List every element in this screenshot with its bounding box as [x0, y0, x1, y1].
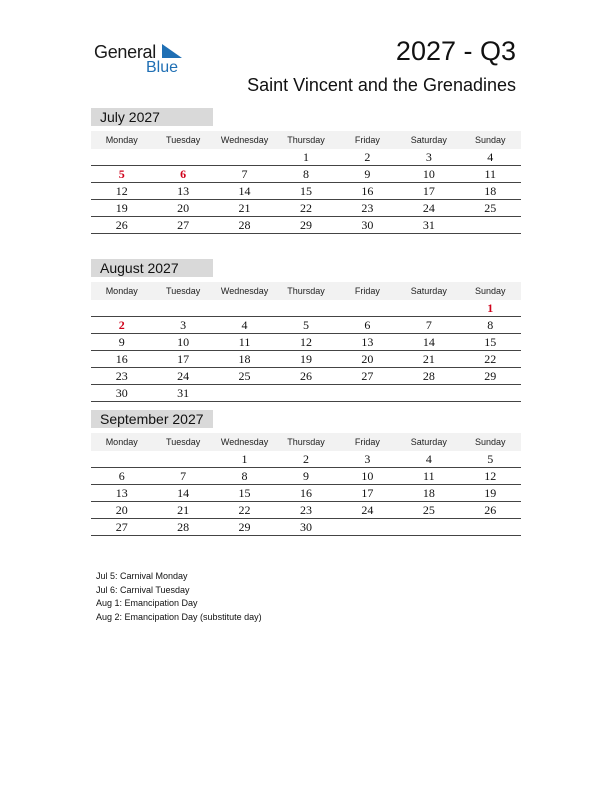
day-cell: 22 [299, 201, 312, 215]
weekday-label: Thursday [287, 437, 325, 447]
day-cell: 2 [118, 318, 125, 332]
day-cell: 8 [302, 167, 309, 181]
month-block [91, 259, 521, 402]
day-cell: 10 [177, 335, 190, 349]
holiday-note: Aug 1: Emancipation Day [96, 598, 198, 608]
day-cell: 11 [484, 167, 497, 181]
day-cell: 25 [238, 369, 251, 383]
day-cell: 30 [299, 520, 312, 534]
day-cell: 11 [423, 469, 435, 483]
week-row [91, 502, 521, 519]
weekday-label: Friday [354, 135, 380, 145]
empty-day-cell [91, 300, 152, 316]
weekday-label: Tuesday [166, 135, 201, 145]
day-cell: 22 [238, 503, 251, 517]
day-cell: 19 [115, 201, 128, 215]
day-cell: 13 [177, 184, 190, 198]
day-cell: 29 [299, 218, 312, 232]
day-cell: 15 [484, 335, 497, 349]
day-cell: 4 [241, 318, 248, 332]
empty-day-cell [337, 385, 398, 401]
day-cell: 10 [422, 167, 435, 181]
day-cell: 19 [299, 352, 312, 366]
empty-day-cell [152, 300, 213, 316]
week-row [91, 217, 521, 234]
empty-day-cell [91, 451, 152, 467]
empty-day-cell [275, 300, 336, 316]
week-row [91, 166, 521, 183]
day-cell: 18 [238, 352, 251, 366]
empty-day-cell [152, 451, 213, 467]
weekday-label: Friday [354, 437, 380, 447]
day-cell: 5 [487, 452, 494, 466]
empty-day-cell [337, 519, 398, 535]
week-row [91, 485, 521, 502]
empty-day-cell [214, 300, 275, 316]
day-cell: 18 [422, 486, 435, 500]
week-row [91, 334, 521, 351]
brand-name-blue: Blue [146, 59, 179, 76]
brand-logo [94, 40, 194, 80]
month-label: September 2027 [91, 410, 213, 428]
brand-name-general: General [94, 42, 156, 62]
empty-day-cell [398, 519, 459, 535]
month-block [91, 410, 521, 536]
day-cell: 2 [302, 452, 309, 466]
empty-day-cell [214, 149, 275, 165]
weekday-label: Sunday [474, 437, 506, 447]
week-row [91, 317, 521, 334]
week-row [91, 351, 521, 368]
day-cell: 9 [302, 469, 309, 483]
day-cell: 28 [238, 218, 251, 232]
day-cell: 1 [487, 301, 494, 315]
day-cell: 31 [177, 386, 190, 400]
weekday-header [91, 282, 521, 300]
holiday-note: Aug 2: Emancipation Day (substitute day) [96, 611, 262, 622]
weekday-header [91, 433, 521, 451]
day-cell: 26 [484, 503, 497, 517]
day-cell: 24 [361, 503, 374, 517]
day-cell: 27 [361, 369, 374, 383]
weekday-label: Wednesday [220, 437, 269, 447]
day-cell: 23 [361, 201, 374, 215]
day-cell: 15 [238, 486, 251, 500]
day-cell: 16 [115, 352, 128, 366]
day-cell: 8 [241, 469, 248, 483]
day-cell: 30 [115, 386, 128, 400]
day-cell: 12 [115, 184, 128, 198]
week-row [91, 149, 521, 166]
day-cell: 6 [180, 167, 187, 181]
day-cell: 20 [361, 352, 374, 366]
empty-day-cell [460, 385, 521, 401]
day-cell: 6 [364, 318, 371, 332]
empty-day-cell [460, 217, 521, 233]
empty-day-cell [460, 519, 521, 535]
day-cell: 25 [484, 201, 497, 215]
empty-day-cell [337, 300, 398, 316]
day-cell: 4 [425, 452, 432, 466]
empty-day-cell [398, 300, 459, 316]
day-cell: 7 [241, 167, 248, 181]
holiday-note: Jul 6: Carnival Tuesday [96, 584, 190, 595]
day-cell: 20 [115, 503, 128, 517]
day-cell: 10 [361, 469, 374, 483]
weekday-label: Wednesday [220, 286, 269, 296]
day-cell: 13 [115, 486, 128, 500]
day-cell: 4 [487, 150, 494, 164]
day-cell: 9 [364, 167, 371, 181]
weekday-label: Thursday [287, 135, 325, 145]
weekday-label: Saturday [410, 437, 447, 447]
day-cell: 27 [177, 218, 190, 232]
day-cell: 15 [299, 184, 312, 198]
day-cell: 6 [118, 469, 125, 483]
weekday-label: Wednesday [220, 135, 269, 145]
day-cell: 29 [484, 369, 497, 383]
empty-day-cell [214, 385, 275, 401]
day-cell: 14 [238, 184, 251, 198]
day-cell: 23 [115, 369, 128, 383]
day-cell: 17 [177, 352, 190, 366]
day-cell: 21 [422, 352, 435, 366]
day-cell: 1 [302, 150, 309, 164]
brand-flag-icon [162, 44, 182, 58]
day-cell: 3 [364, 452, 371, 466]
weekday-label: Saturday [410, 286, 447, 296]
day-cell: 7 [180, 469, 187, 483]
day-cell: 27 [115, 520, 128, 534]
day-cell: 12 [484, 469, 497, 483]
day-cell: 30 [361, 218, 374, 232]
month-label: July 2027 [91, 108, 213, 126]
day-cell: 26 [115, 218, 128, 232]
day-cell: 1 [241, 452, 248, 466]
week-row [91, 368, 521, 385]
day-cell: 20 [177, 201, 190, 215]
country-name: Saint Vincent and the Grenadines [247, 75, 516, 95]
day-cell: 18 [484, 184, 497, 198]
weekday-label: Friday [354, 286, 380, 296]
weekday-label: Thursday [287, 286, 325, 296]
weekday-label: Saturday [410, 135, 447, 145]
day-cell: 31 [422, 218, 435, 232]
day-cell: 26 [299, 369, 312, 383]
day-cell: 2 [364, 150, 371, 164]
day-cell: 23 [299, 503, 312, 517]
day-cell: 3 [425, 150, 432, 164]
week-row [91, 300, 521, 317]
holiday-note: Jul 5: Carnival Monday [96, 571, 188, 581]
day-cell: 21 [177, 503, 190, 517]
day-cell: 14 [177, 486, 190, 500]
week-row [91, 200, 521, 217]
day-cell: 28 [422, 369, 435, 383]
week-row [91, 468, 521, 485]
week-row [91, 385, 521, 402]
weekday-label: Tuesday [166, 286, 201, 296]
day-cell: 14 [422, 335, 435, 349]
weekday-label: Sunday [474, 286, 506, 296]
day-cell: 8 [487, 318, 494, 332]
day-cell: 16 [299, 486, 312, 500]
day-cell: 24 [422, 201, 435, 215]
day-cell: 7 [425, 318, 432, 332]
empty-day-cell [91, 149, 152, 165]
weekday-label: Monday [105, 286, 138, 296]
empty-day-cell [152, 149, 213, 165]
weekday-label: Monday [105, 135, 138, 145]
weekday-label: Sunday [474, 135, 506, 145]
day-cell: 12 [299, 335, 312, 349]
empty-day-cell [275, 385, 336, 401]
weekday-label: Monday [105, 437, 138, 447]
day-cell: 29 [238, 520, 251, 534]
day-cell: 28 [177, 520, 190, 534]
day-cell: 3 [180, 318, 187, 332]
month-label: August 2027 [91, 259, 213, 277]
day-cell: 19 [484, 486, 497, 500]
month-block [91, 108, 521, 234]
day-cell: 13 [361, 335, 374, 349]
day-cell: 11 [238, 335, 251, 349]
week-row [91, 451, 521, 468]
day-cell: 5 [302, 318, 309, 332]
weekday-label: Tuesday [166, 437, 201, 447]
week-row [91, 519, 521, 536]
day-cell: 25 [422, 503, 435, 517]
day-cell: 21 [238, 201, 251, 215]
day-cell: 24 [177, 369, 190, 383]
weekday-header [91, 131, 521, 149]
day-cell: 16 [361, 184, 374, 198]
page-title: 2027 - Q3 [395, 36, 516, 66]
day-cell: 17 [422, 184, 435, 198]
week-row [91, 183, 521, 200]
day-cell: 22 [484, 352, 497, 366]
empty-day-cell [398, 385, 459, 401]
day-cell: 9 [118, 335, 125, 349]
holiday-notes [96, 570, 262, 624]
day-cell: 17 [361, 486, 374, 500]
day-cell: 5 [118, 167, 125, 181]
